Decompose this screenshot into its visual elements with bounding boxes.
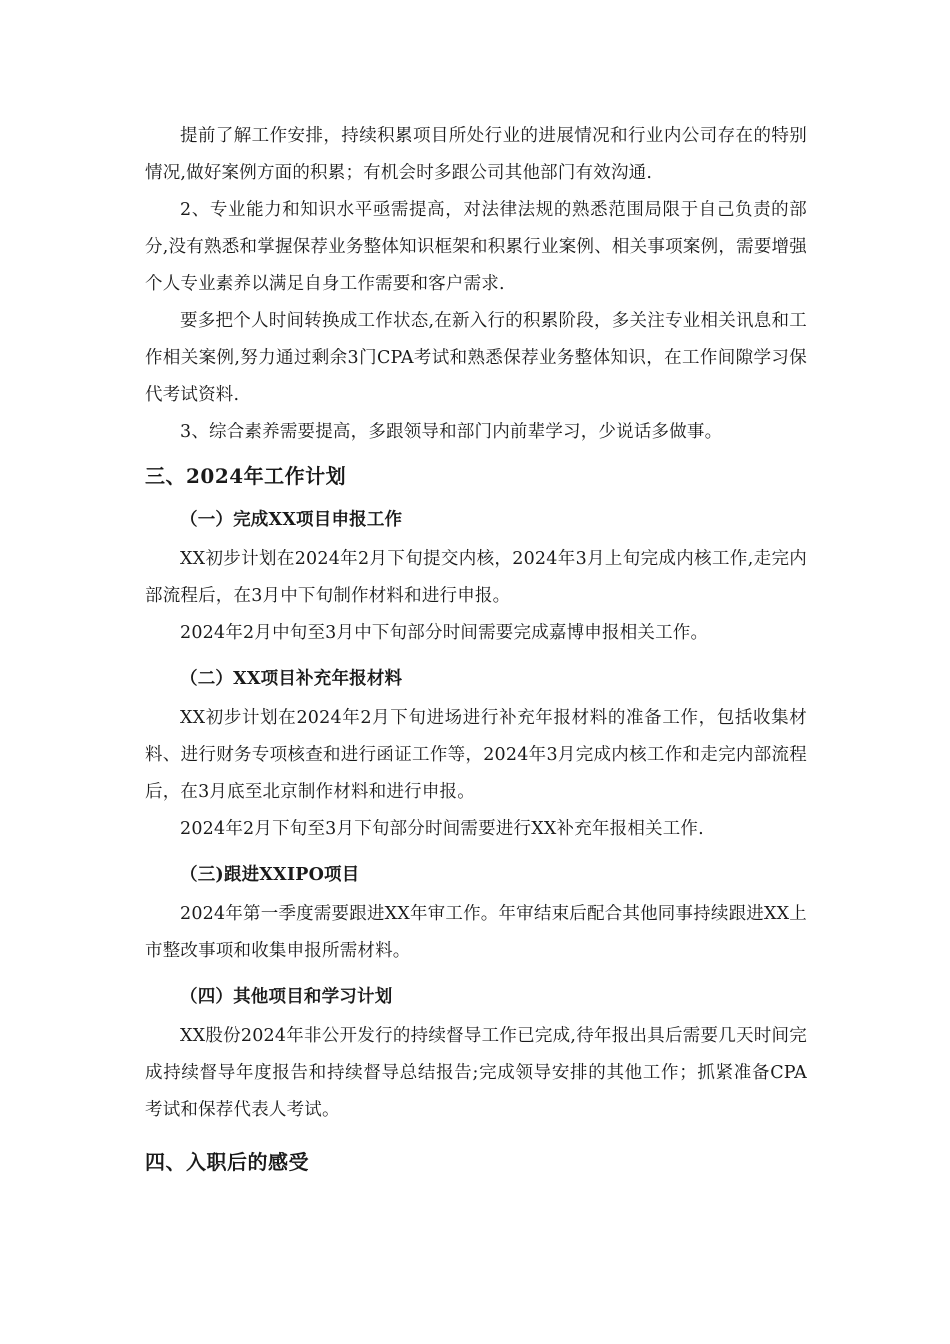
- document-page: [145, 118, 807, 1191]
- body-paragraph: XX初步计划在2024年2月下旬提交内核，2024年3月上旬完成内核工作,走完内部流程后，在3月中下旬制作材料和进行申报。: [145, 549, 807, 606]
- body-paragraph: 提前了解工作安排，持续积累项目所处行业的进展情况和行业内公司存在的特别情况,做好案例方面的积累；有机会时多跟公司其他部门有效沟通.: [145, 126, 807, 183]
- body-paragraph: 2024年第一季度需要跟进XX年审工作。年审结束后配合其他同事持续跟进XX上市整改事项和收集申报所需材料。: [145, 904, 807, 961]
- section-heading: 四、入职后的感受: [145, 1150, 309, 1174]
- body-paragraph: 2024年2月中旬至3月中下旬部分时间需要完成嘉博申报相关工作。: [180, 623, 709, 643]
- body-paragraph: XX初步计划在2024年2月下旬进场进行补充年报材料的准备工作，包括收集材料、进行财务专项核查和进行函证工作等，2024年3月完成内核工作和走完内部流程后，在3月底至北京制作材料和进行申报。: [145, 708, 807, 802]
- body-paragraph: 2、专业能力和知识水平亟需提高，对法律法规的熟悉范围局限于自己负责的部分,没有熟悉和掌握保荐业务整体知识框架和积累行业案例、相关事项案例，需要增强个人专业素养以满足自身工作需要和客户需求.: [145, 200, 807, 294]
- body-paragraph: 2024年2月下旬至3月下旬部分时间需要进行XX补充年报相关工作.: [180, 819, 704, 839]
- subsection-heading: （三)跟进XXIPO项目: [180, 865, 360, 885]
- subsection-heading: （一）完成XX项目申报工作: [180, 510, 403, 530]
- section-heading: 三、2024年工作计划: [145, 464, 347, 488]
- subsection-heading: （四）其他项目和学习计划: [180, 987, 393, 1007]
- body-paragraph: 要多把个人时间转换成工作状态,在新入行的积累阶段，多关注专业相关讯息和工作相关案例,努力通过剩余3门CPA考试和熟悉保荐业务整体知识，在工作间隙学习保代考试资料.: [145, 311, 807, 405]
- body-paragraph: 3、综合素养需要提高，多跟领导和部门内前辈学习，少说话多做事。: [180, 422, 723, 442]
- subsection-heading: （二）XX项目补充年报材料: [180, 669, 403, 689]
- body-paragraph: XX股份2024年非公开发行的持续督导工作已完成,待年报出具后需要几天时间完成持续督导年度报告和持续督导总结报告;完成领导安排的其他工作；抓紧准备CPA考试和保荐代表人考试。: [145, 1026, 807, 1120]
